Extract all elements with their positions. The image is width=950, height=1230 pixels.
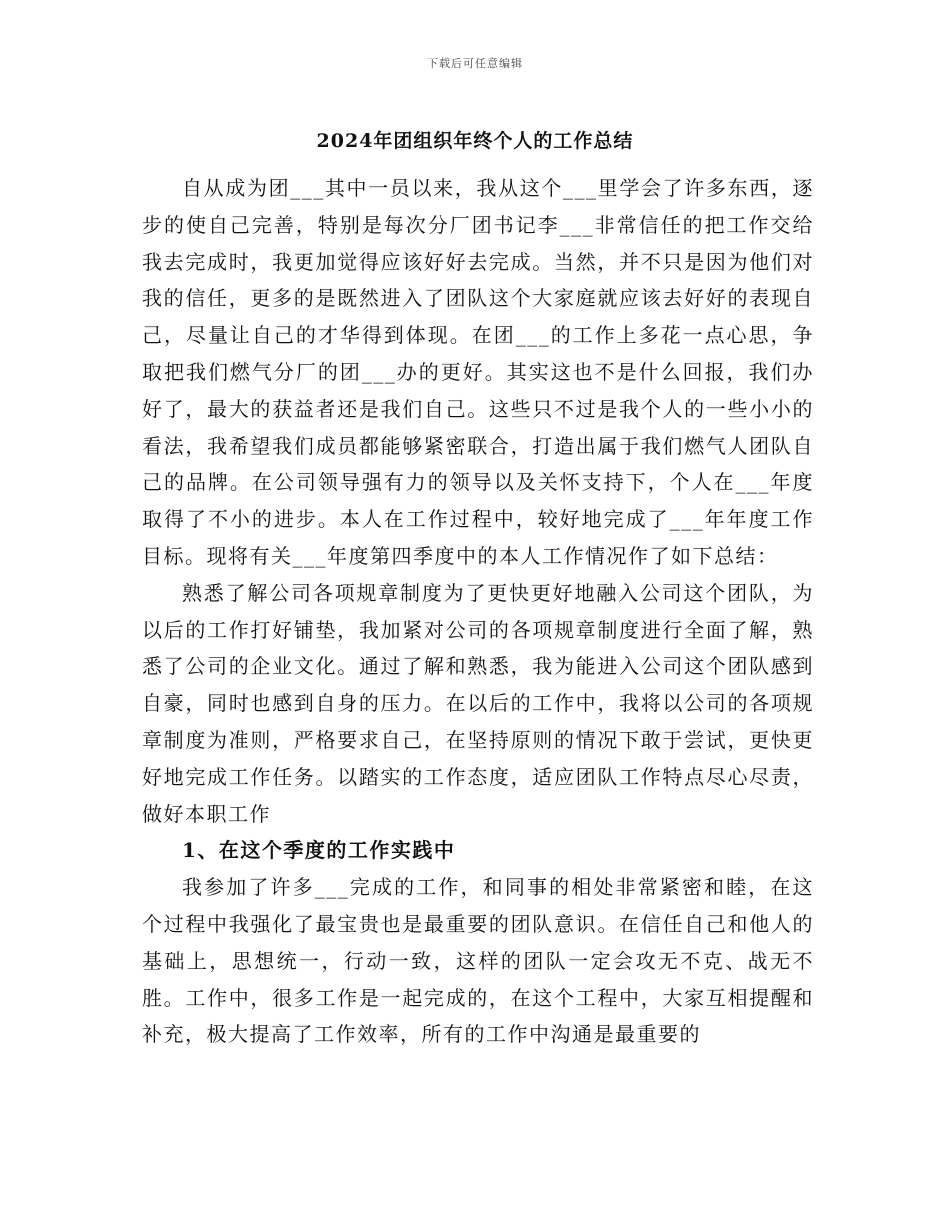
section-heading: 1、在这个季度的工作实践中	[182, 838, 456, 863]
paragraph-intro: 自从成为团___其中一员以来，我从这个___里学会了许多东西，逐步的使自己完善，特别是每次分厂团书记李___非常信任的把工作交给我去完成时，我更加觉得应该好好去完成。当然，并不只是因为他们对我的信任，更多的是既然进入了团队这个大家庭就应该去好好的表现自己，尽量让自己的才华得到体现。在团___的工作上多花一点心思，争取把我们燃气分厂的团___办的更好。其实这也不是什么回报，我们办好了，最大的获益者还是我们自己。这些只不过是我个人的一些小小的看法，我希望我们成员都能够紧密联合，打造出属于我们燃气人团队自己的品牌。在公司领导强有力的领导以及关怀支持下，个人在___年度取得了不小的进步。本人在工作过程中，较好地完成了___年年度工作目标。现将有关___年度第四季度中的本人工作情况作了如下总结：	[142, 176, 814, 568]
paragraph-teamwork: 我参加了许多___完成的工作，和同事的相处非常紧密和睦，在这个过程中我强化了最宝贵也是最重要的团队意识。在信任自己和他人的基础上，思想统一，行动一致，这样的团队一定会攻无不克、战无不胜。工作中，很多工作是一起完成的，在这个工程中，大家互相提醒和补充，极大提高了工作效率，所有的工作中沟通是最重要的	[142, 875, 814, 1047]
document-title: 2024年团组织年终个人的工作总结	[316, 130, 634, 152]
header-note: 下载后可任意编辑	[427, 57, 523, 70]
paragraph-rules: 熟悉了解公司各项规章制度为了更快更好地融入公司这个团队，为以后的工作打好铺垫，我加紧对公司的各项规章制度进行全面了解，熟悉了公司的企业文化。通过了解和熟悉，我为能进入公司这个团队感到自豪，同时也感到自身的压力。在以后的工作中，我将以公司的各项规章制度为准则，严格要求自己，在坚持原则的情况下敢于尝试，更快更好地完成工作任务。以踏实的工作态度，适应团队工作特点尽心尽责，做好本职工作	[142, 580, 814, 826]
document-body	[142, 170, 814, 1053]
